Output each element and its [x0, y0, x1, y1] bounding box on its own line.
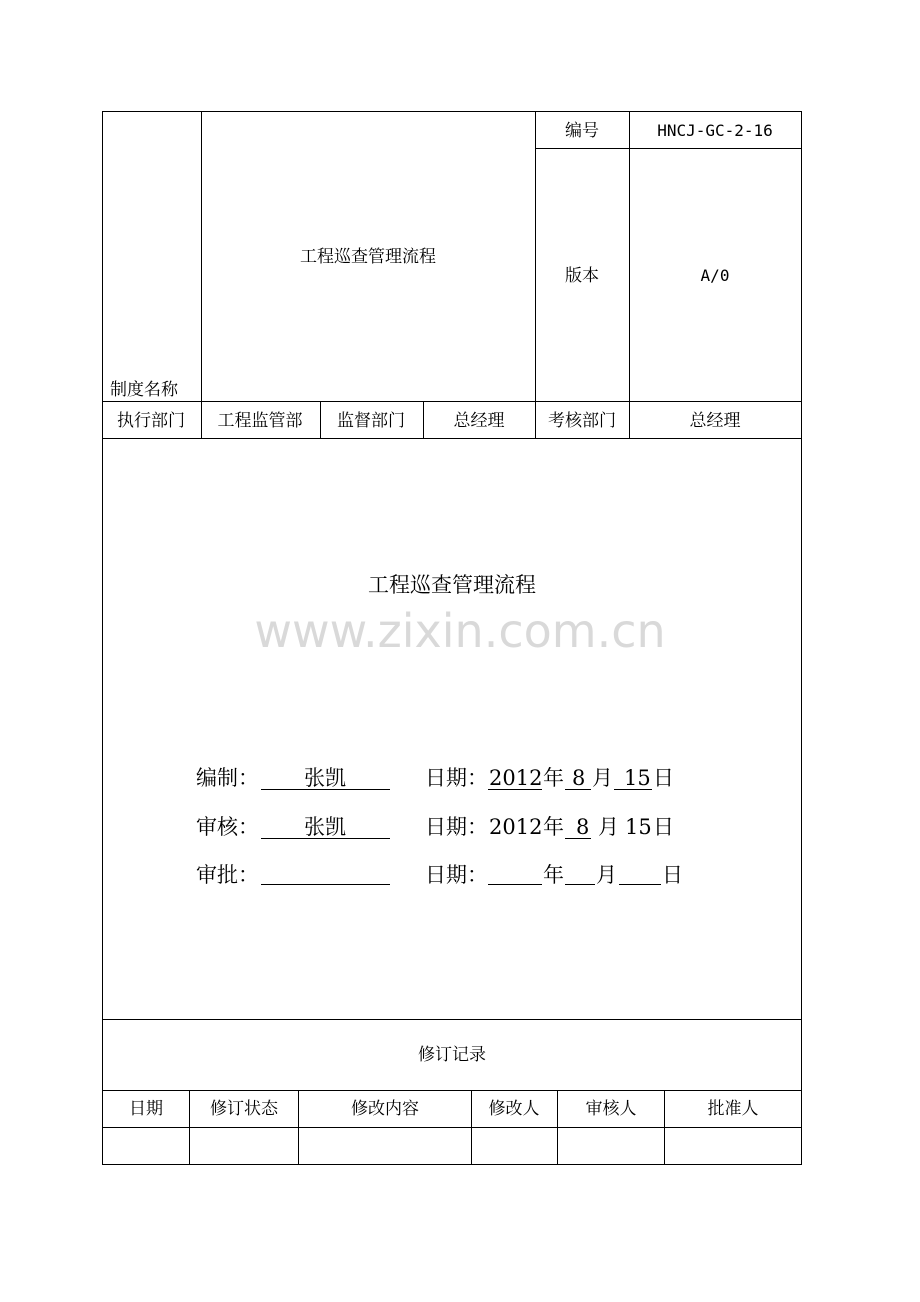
date-label: 日期： — [425, 815, 488, 839]
date-label: 日期： — [425, 863, 488, 887]
supervise-dept-value: 总经理 — [453, 411, 505, 431]
line-body-bottom — [102, 1019, 802, 1020]
version-label: 版本 — [565, 266, 599, 286]
line-rev-header-bottom — [102, 1127, 802, 1128]
revision-col-content: 修改内容 — [351, 1099, 419, 1119]
line-dept-v2 — [423, 401, 424, 439]
year-unit: 年 — [543, 815, 564, 839]
code-value: HNCJ-GC-2-16 — [657, 121, 773, 140]
day-value: 15 — [625, 815, 652, 839]
assess-dept-value: 总经理 — [689, 411, 741, 431]
line-v3 — [629, 111, 630, 439]
system-name: 工程巡查管理流程 — [300, 247, 436, 267]
line-code-bottom — [535, 148, 802, 149]
system-name-label: 制度名称 — [110, 380, 178, 400]
line-right — [801, 111, 802, 1165]
signoff-label: 审批： — [196, 863, 259, 887]
revision-col-status: 修订状态 — [210, 1099, 278, 1119]
signoff-label: 编制： — [196, 766, 259, 790]
line-table-bottom — [102, 1164, 802, 1165]
month-value: 8 — [576, 815, 590, 839]
document-title: 工程巡查管理流程 — [368, 573, 536, 597]
day-underline — [619, 884, 661, 885]
revision-col-editor: 修改人 — [488, 1099, 540, 1119]
supervise-dept-label: 监督部门 — [337, 411, 405, 431]
day-unit: 日 — [653, 815, 674, 839]
signoff-person: 张凯 — [304, 766, 346, 790]
exec-dept-value: 工程监管部 — [217, 411, 303, 431]
line-top — [102, 111, 802, 112]
year-value: 2012 — [489, 766, 543, 790]
signoff-person-underline — [261, 884, 390, 885]
line-left — [102, 111, 103, 1165]
year-unit: 年 — [543, 863, 564, 887]
line-rev-v3 — [471, 1090, 472, 1165]
year-value: 2012 — [489, 815, 543, 839]
month-unit: 月 — [596, 863, 617, 887]
watermark: www.zixin.com.cn — [254, 604, 666, 658]
line-dept-bottom — [102, 438, 802, 439]
line-dept-v1 — [320, 401, 321, 439]
year-unit: 年 — [543, 766, 564, 790]
exec-dept-label: 执行部门 — [117, 411, 185, 431]
line-rev-v5 — [664, 1090, 665, 1165]
day-value: 15 — [624, 766, 651, 790]
month-unit: 月 — [598, 815, 619, 839]
line-rev-v2 — [298, 1090, 299, 1165]
day-unit: 日 — [662, 863, 683, 887]
revision-col-approver: 批准人 — [707, 1099, 759, 1119]
line-v2 — [535, 111, 536, 439]
code-label: 编号 — [565, 121, 599, 141]
signoff-person: 张凯 — [304, 815, 346, 839]
signoff-label: 审核： — [196, 815, 259, 839]
revision-title: 修订记录 — [418, 1045, 486, 1065]
version-value: A/0 — [700, 266, 730, 285]
date-label: 日期： — [425, 766, 488, 790]
line-rev-v1 — [189, 1090, 190, 1165]
assess-dept-label: 考核部门 — [548, 411, 616, 431]
day-unit: 日 — [653, 766, 674, 790]
month-unit: 月 — [592, 766, 613, 790]
month-underline — [565, 884, 595, 885]
line-rev-v4 — [557, 1090, 558, 1165]
line-v1 — [201, 111, 202, 439]
line-rev-title-bottom — [102, 1090, 802, 1091]
revision-col-date: 日期 — [129, 1099, 163, 1119]
month-value: 8 — [572, 766, 586, 790]
year-underline — [488, 884, 542, 885]
revision-col-reviewer: 审核人 — [585, 1099, 637, 1119]
line-header-bottom — [102, 401, 802, 402]
